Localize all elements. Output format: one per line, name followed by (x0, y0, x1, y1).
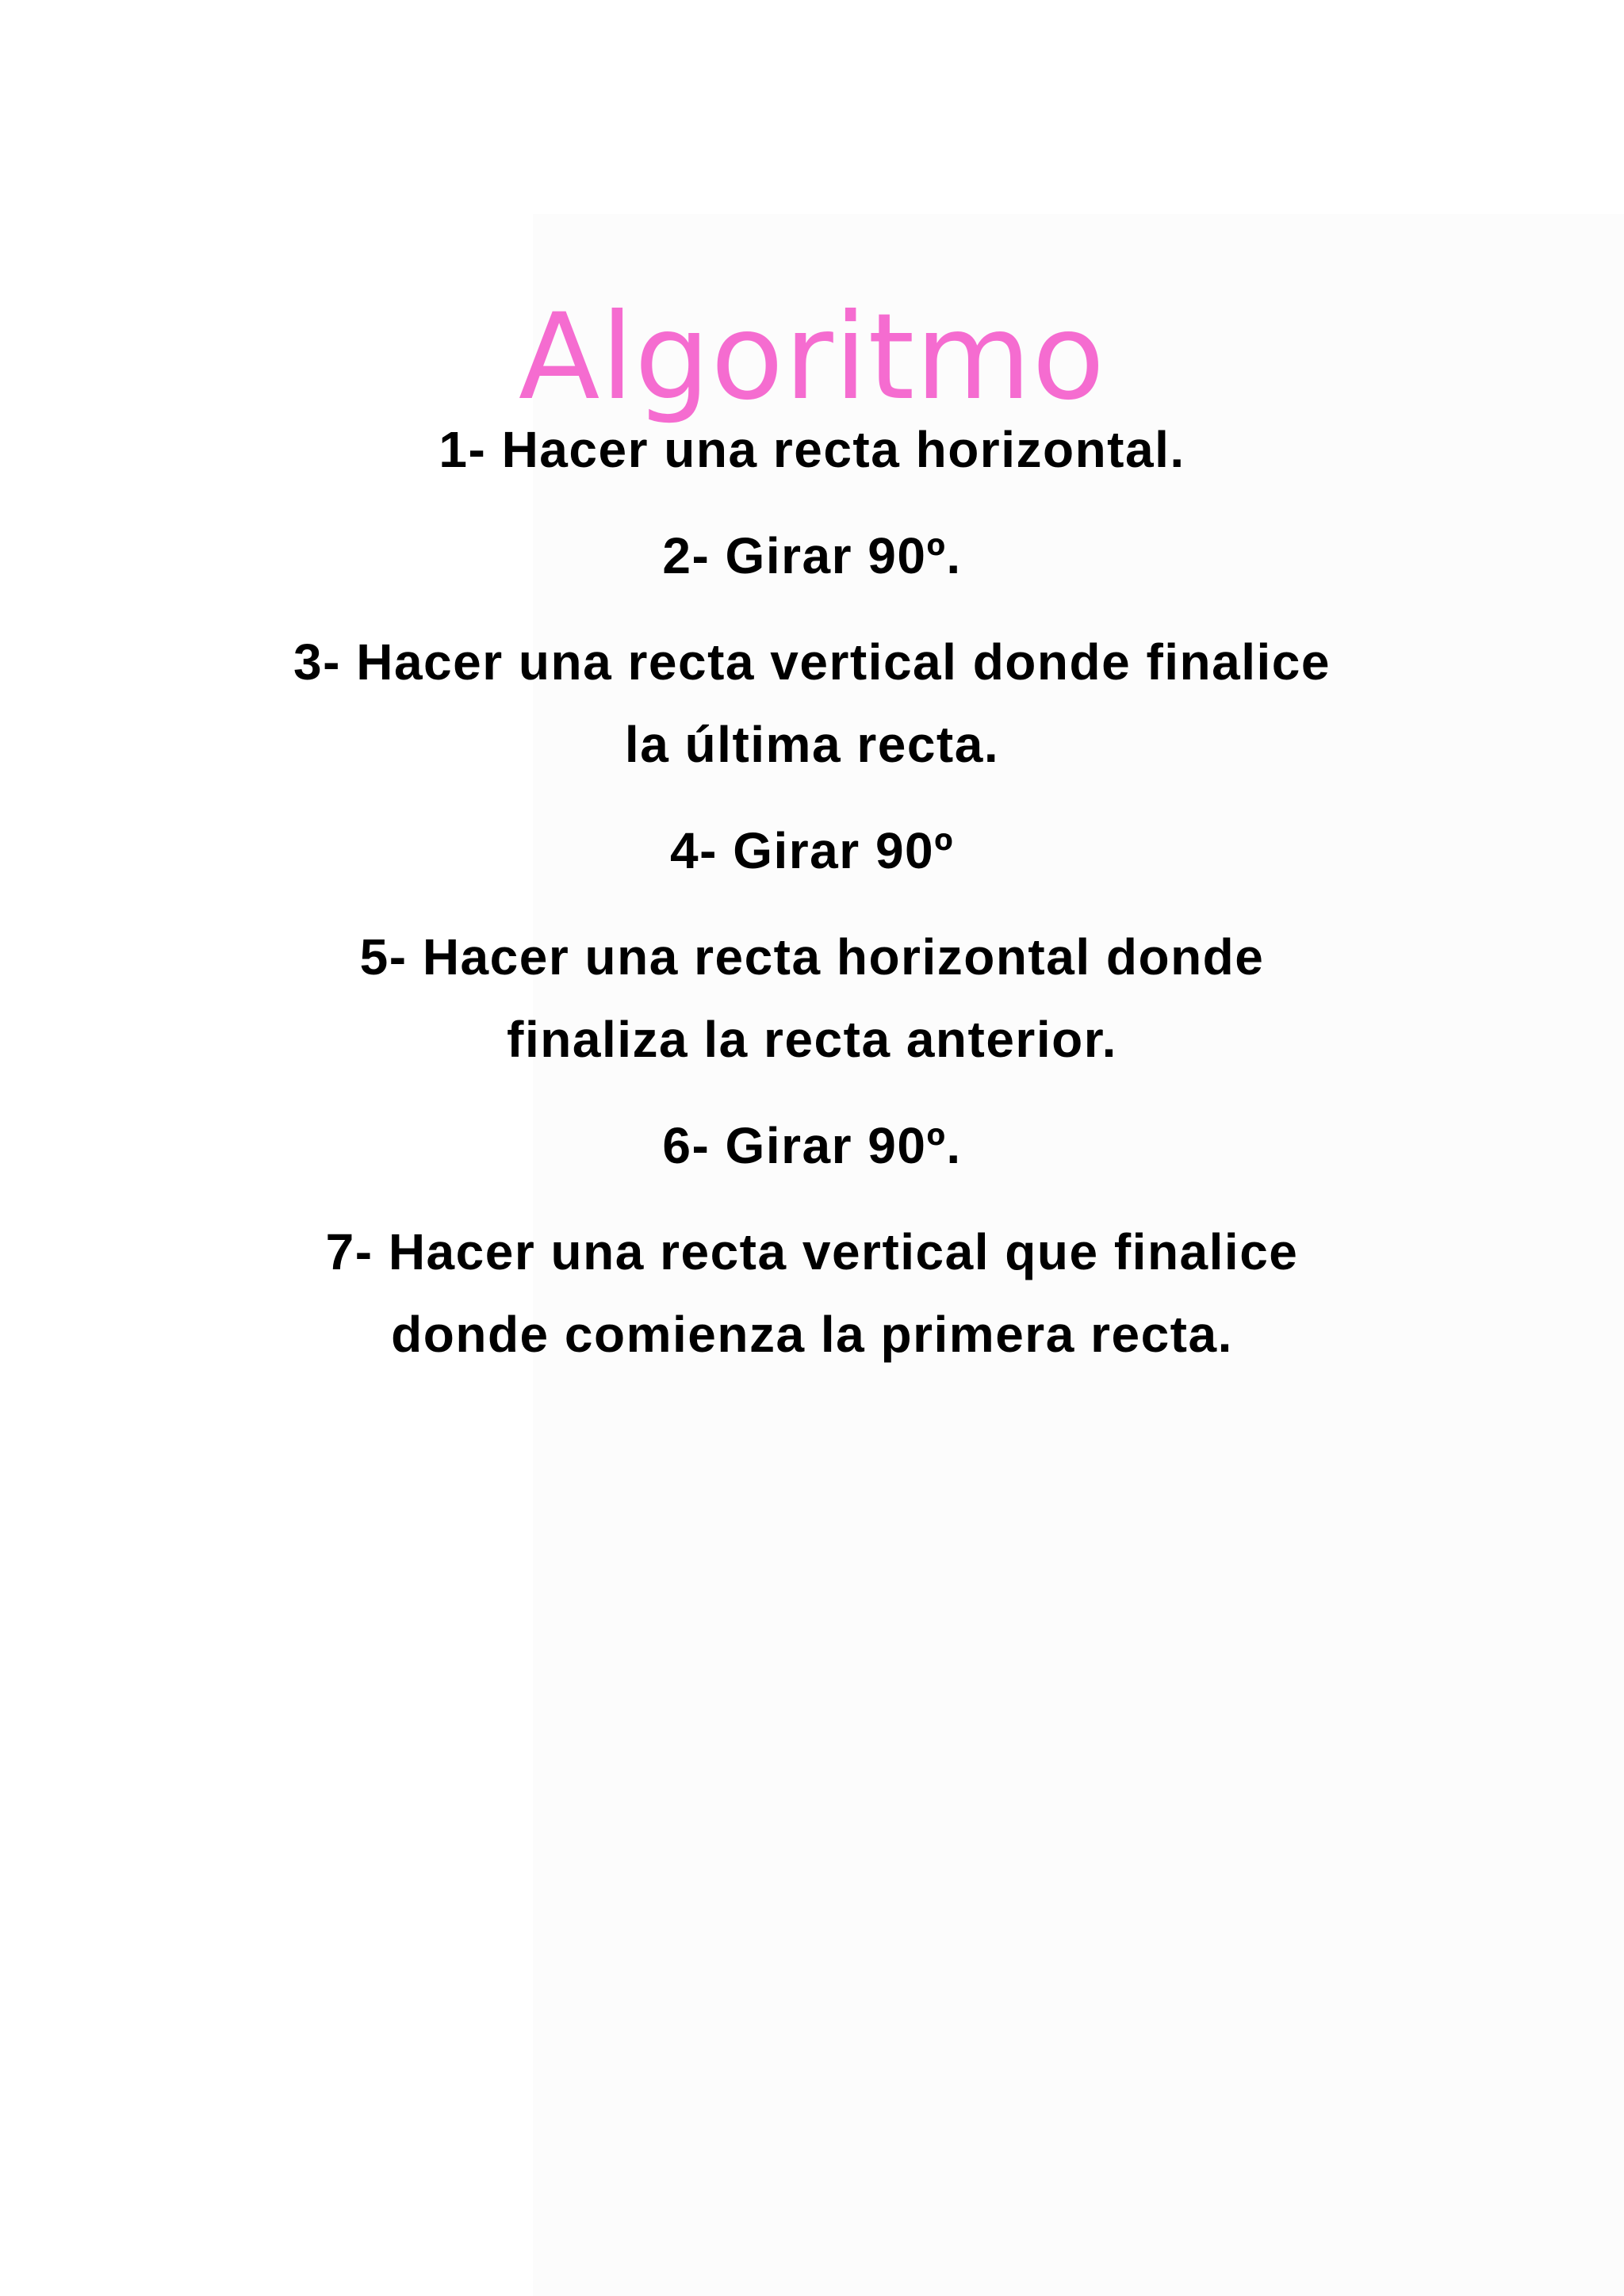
step-1 (162, 408, 1462, 491)
step-7-line-1: 7- Hacer una recta vertical que finalice (325, 1223, 1299, 1280)
step-4-line-1: 4- Girar 90º (670, 822, 954, 879)
steps-list (162, 408, 1462, 1376)
step-2 (162, 515, 1462, 597)
step-3-line-2: la última recta. (624, 716, 1000, 773)
step-7 (162, 1211, 1462, 1376)
step-7-line-2: donde comienza la primera recta. (391, 1306, 1233, 1363)
step-3-line-1: 3- Hacer una recta vertical donde finalice (293, 633, 1331, 691)
step-5-line-1: 5- Hacer una recta horizontal donde (359, 928, 1265, 985)
step-6-line-1: 6- Girar 90º. (662, 1117, 962, 1174)
step-5 (162, 916, 1462, 1081)
step-3 (162, 621, 1462, 786)
step-2-line-1: 2- Girar 90º. (662, 527, 962, 584)
step-4 (162, 809, 1462, 892)
step-6 (162, 1104, 1462, 1187)
step-5-line-2: finaliza la recta anterior. (507, 1011, 1117, 1068)
step-1-line-1: 1- Hacer una recta horizontal. (439, 421, 1185, 478)
document-title: Algoritmo (518, 288, 1106, 427)
